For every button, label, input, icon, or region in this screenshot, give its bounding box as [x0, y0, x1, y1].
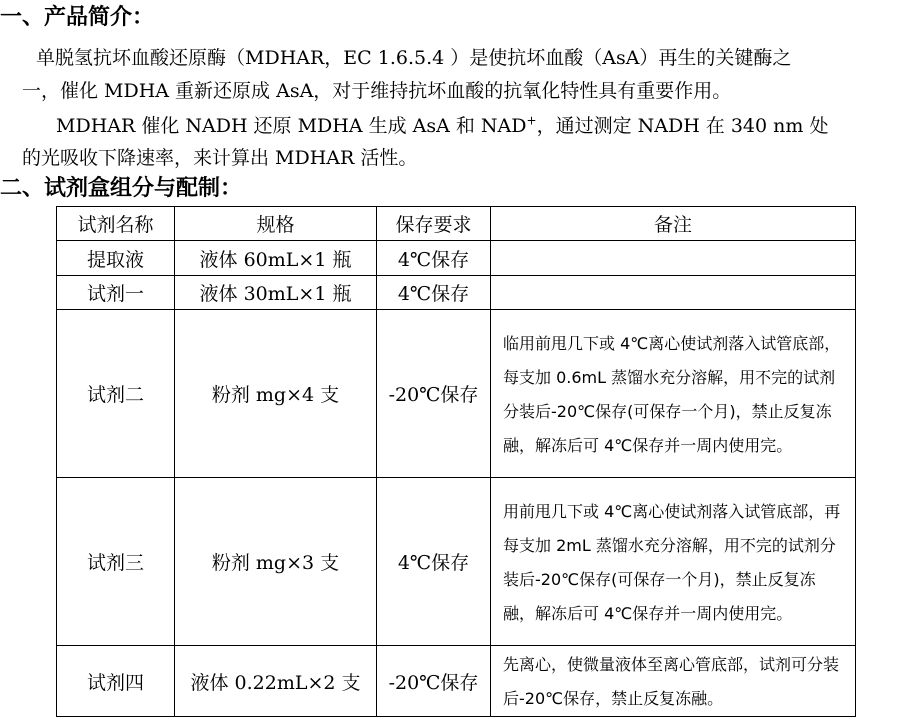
storage-cell: 4℃保存	[377, 276, 491, 310]
specification-cell: 粉剂 mg×3 支	[175, 478, 377, 646]
superscript-plus: +	[526, 113, 537, 128]
header-storage: 保存要求	[377, 207, 491, 241]
reagent-name-cell: 试剂一	[57, 276, 175, 310]
storage-cell: 4℃保存	[377, 241, 491, 276]
reagent-name-cell: 试剂四	[57, 646, 175, 717]
specification-cell: 液体 30mL×1 瓶	[175, 276, 377, 310]
specification-cell: 粉剂 mg×4 支	[175, 310, 377, 478]
header-notes: 备注	[491, 207, 856, 241]
intro-paragraph-line-2: 一，催化 MDHA 重新还原成 AsA，对于维持抗坏血酸的抗氧化特性具有重要作用。	[22, 80, 732, 102]
intro-paragraph-line-1: 单脱氢抗坏血酸还原酶（MDHAR，EC 1.6.5.4 ）是使抗坏血酸（AsA）再生的关键酶之	[36, 47, 792, 69]
header-specification: 规格	[175, 207, 377, 241]
reagent-name-cell: 提取液	[57, 241, 175, 276]
section-1-heading: 一、产品简介：	[0, 5, 155, 30]
note-cell	[491, 241, 856, 276]
table-row	[57, 276, 856, 310]
table-row	[57, 241, 856, 276]
note-cell: 用前甩几下或 4℃离心使试剂落入试管底部，再每支加 2mL 蒸馏水充分溶解，用不完的试剂分装后-20℃保存(可保存一个月)，禁止反复冻融，解冻后可 4℃保存并一周内使用完。	[491, 478, 856, 646]
principle-paragraph-line-1	[56, 109, 828, 143]
section-2-heading: 二、试剂盒组分与配制：	[0, 176, 243, 201]
note-cell	[491, 276, 856, 310]
table-row	[57, 310, 856, 478]
reagent-name-cell: 试剂三	[57, 478, 175, 646]
reagent-name-cell: 试剂二	[57, 310, 175, 478]
note-cell: 临用前甩几下或 4℃离心使试剂落入试管底部，每支加 0.6mL 蒸馏水充分溶解，用不完的试剂分装后-20℃保存(可保存一个月)，禁止反复冻融，解冻后可 4℃保存并一周内使用完。	[491, 310, 856, 478]
storage-cell: -20℃保存	[377, 310, 491, 478]
principle-text-pre: MDHAR 催化 NADH 还原 MDHA 生成 AsA 和 NAD	[56, 115, 527, 137]
specification-cell: 液体 60mL×1 瓶	[175, 241, 377, 276]
specification-cell: 液体 0.22mL×2 支	[175, 646, 377, 717]
principle-paragraph-line-2: 的光吸收下降速率，来计算出 MDHAR 活性。	[22, 147, 418, 169]
storage-cell: -20℃保存	[377, 646, 491, 717]
note-cell: 先离心，使微量液体至离心管底部，试剂可分装后-20℃保存，禁止反复冻融。	[491, 646, 856, 717]
kit-components-table	[56, 206, 856, 717]
table-row	[57, 646, 856, 717]
table-row	[57, 478, 856, 646]
table-header-row	[57, 207, 856, 241]
storage-cell: 4℃保存	[377, 478, 491, 646]
header-reagent-name: 试剂名称	[57, 207, 175, 241]
principle-text-post: ，通过测定 NADH 在 340 nm 处	[536, 115, 829, 137]
